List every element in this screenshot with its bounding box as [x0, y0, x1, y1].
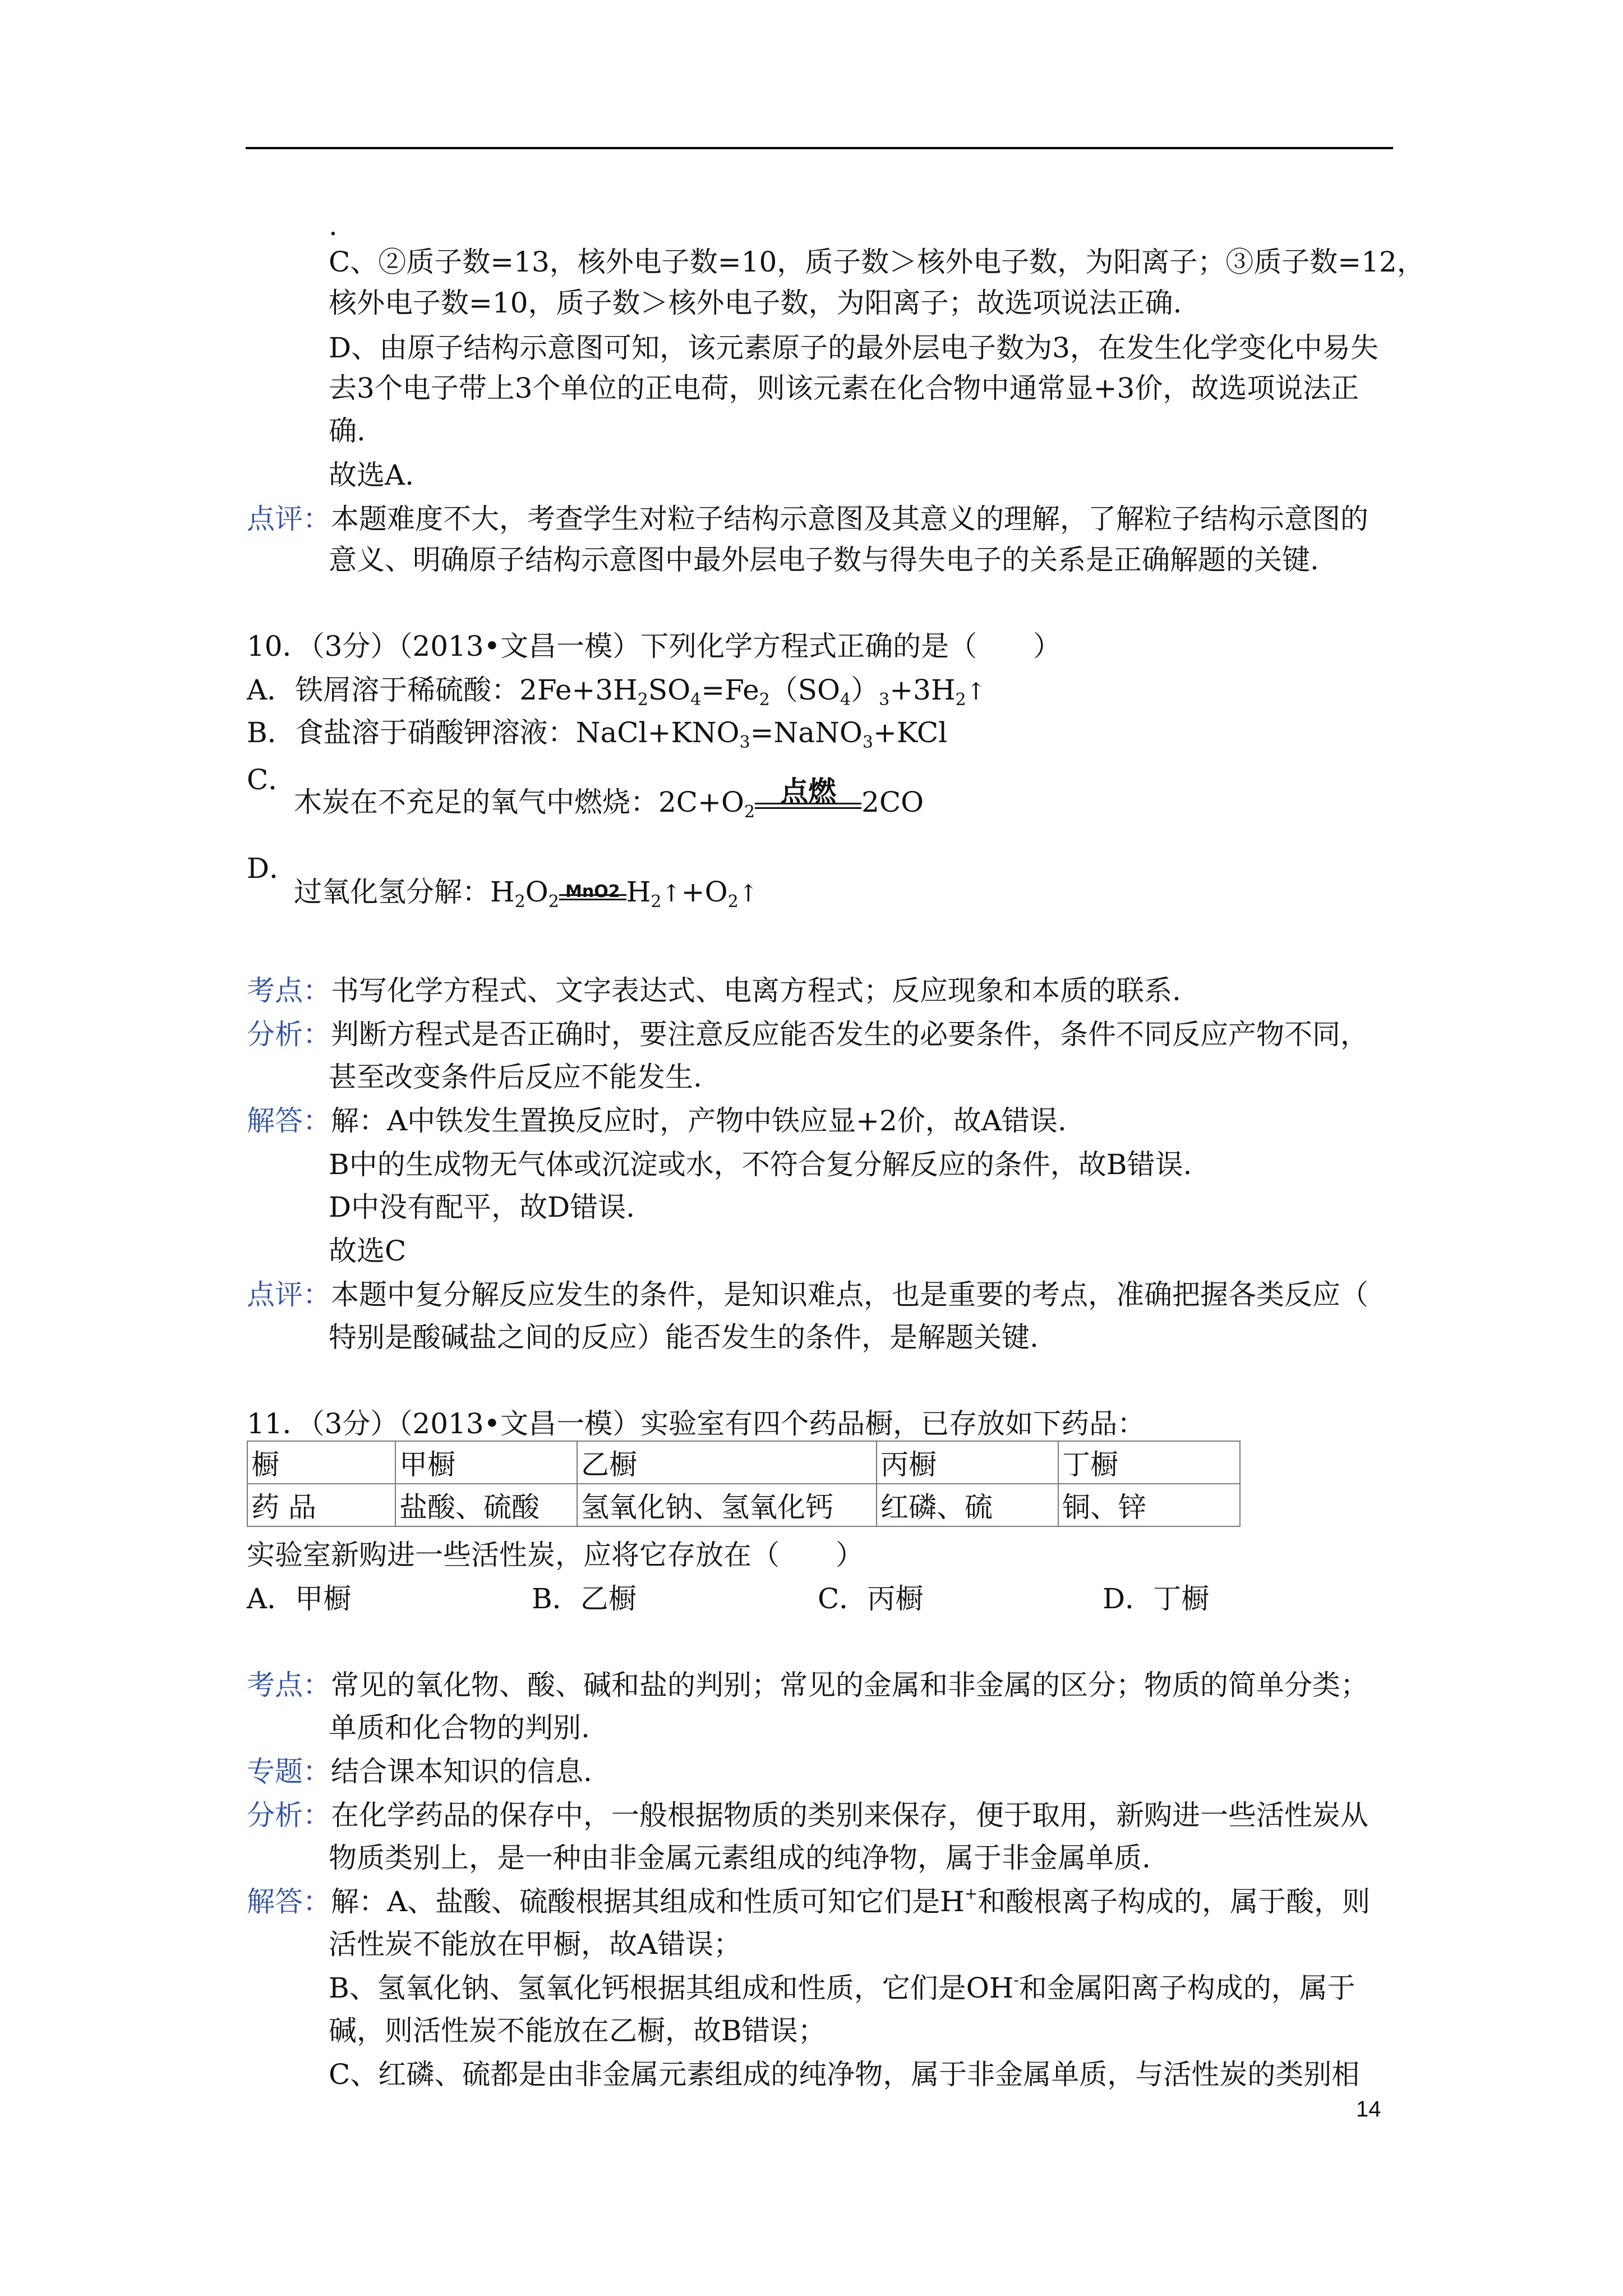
analysis-line: 分析：判断方程式是否正确时，要注意反应能否发生的必要条件，条件不同反应产物不同， [247, 1018, 1368, 1051]
answer-line: 解答：解：A、盐酸、硫酸根据其组成和性质可知它们是H+和酸根离子构成的，属于酸，则 [247, 1884, 1371, 1918]
section-label: 分析： [247, 1018, 331, 1051]
analysis-line: 分析：在化学药品的保存中，一般根据物质的类别来保存，便于取用，新购进一些活性炭从 [247, 1799, 1368, 1832]
option-a: A．铁屑溶于稀硫酸：$2Fe+3H_2SO_4=Fe_2(SO_4)_3+3H_2↑$ [247, 674, 986, 710]
reaction-condition: MnO2 [559, 894, 626, 910]
text-line: D、由原子结构示意图可知，该元素原子的最外层电子数为3，在发生化学变化中易失 [329, 332, 1378, 364]
table-cell: 盐酸、硫酸 [395, 1484, 577, 1526]
section-label: 考点： [247, 974, 331, 1007]
comment-line: 点评：本题难度不大，考查学生对粒子结构示意图及其意义的理解，了解粒子结构示意图的 [247, 503, 1368, 535]
comment-line: 点评：本题中复分解反应发生的条件，是知识难点，也是重要的考点，准确把握各类反应（ [247, 1278, 1368, 1311]
text-line: C、②质子数=13，核外电子数=10，质子数＞核外电子数，为阳离子；③质子数=12， [329, 246, 1425, 278]
option-d: 过氧化氢分解：$H_2O_2$ MnO2 $H_2↑+O_2↑$ [294, 876, 758, 912]
section-label: 专题： [247, 1755, 331, 1788]
section-label: 点评： [247, 503, 331, 535]
text-line: 核外电子数=10，质子数＞核外电子数，为阳离子；故选项说法正确. [329, 287, 1182, 319]
text-line: 去3个电子带上3个单位的正电荷，则该元素在化合物中通常显+3价，故选项说法正 [329, 372, 1359, 404]
header-rule [246, 147, 1393, 149]
text-line: 确. [329, 415, 366, 447]
section-label: 解答： [247, 1105, 331, 1137]
cabinet-table [247, 1441, 1241, 1527]
text-line: 故选A. [329, 459, 414, 491]
text-line: 故选C [329, 1235, 407, 1267]
table-cell: 甲橱 [395, 1441, 577, 1484]
text-line: 物质类别上，是一种由非金属元素组成的纯净物，属于非金属单质. [329, 1842, 1151, 1874]
option-c-letter: C． [247, 763, 297, 796]
table-cell: 铜、锌 [1058, 1484, 1240, 1526]
table-cell: 丙橱 [877, 1441, 1058, 1484]
option-d: D．丁橱 [1103, 1582, 1210, 1615]
up-arrow-icon: ↑ [966, 678, 986, 705]
question-stem: 11．（3分）（2013•文昌一模）实验室有四个药品橱，已存放如下药品： [247, 1407, 1146, 1440]
text-line: 特别是酸碱盐之间的反应）能否发生的条件，是解题关键. [329, 1321, 1039, 1354]
table-cell: 丁橱 [1058, 1441, 1240, 1484]
table-cell: 乙橱 [577, 1441, 877, 1484]
section-label: 考点： [247, 1669, 331, 1701]
text-line: 单质和化合物的判别. [329, 1711, 590, 1744]
option-a: A．甲橱 [247, 1582, 352, 1615]
option-b: B．乙橱 [532, 1582, 637, 1615]
option-b: B．食盐溶于硝酸钾溶液：$NaCl+KNO_3=NaNO_3+KCl$ [247, 716, 948, 752]
table-header-row [247, 1441, 1240, 1484]
page-number: 14 [1356, 2097, 1381, 2122]
text-line: 意义、明确原子结构示意图中最外层电子数与得失电子的关系是正确解题的关键. [329, 544, 1319, 576]
topic-line: 专题：结合课本知识的信息. [247, 1755, 592, 1788]
option-c: C．丙橱 [818, 1582, 924, 1615]
text-line: . [329, 209, 338, 242]
text-line: 活性炭不能放在甲橱，故A错误； [329, 1928, 742, 1961]
table-row [247, 1484, 1240, 1526]
section-label: 分析： [247, 1799, 331, 1832]
question-text: 实验室新购进一些活性炭，应将它存放在（ ） [247, 1539, 864, 1571]
table-cell: 氢氧化钠、氢氧化钙 [577, 1484, 877, 1526]
answer-line: 解答：解：A中铁发生置换反应时，产物中铁应显+2价，故A错误. [247, 1105, 1067, 1137]
question-stem: 10．（3分）（2013•文昌一模）下列化学方程式正确的是（ ） [247, 630, 1062, 662]
up-arrow-icon: ↑ [661, 880, 681, 907]
reaction-condition: 点燃 [755, 803, 861, 819]
section-label: 点评： [247, 1278, 331, 1311]
kaodian-line: 考点：常见的氧化物、酸、碱和盐的判别；常见的金属和非金属的区分；物质的简单分类； [247, 1669, 1368, 1701]
section-label: 解答： [247, 1885, 331, 1918]
kaodian-line: 考点：书写化学方程式、文字表达式、电离方程式；反应现象和本质的联系. [247, 974, 1181, 1007]
text-line: C、红磷、硫都是由非金属元素组成的纯净物，属于非金属单质，与活性炭的类别相 [329, 2058, 1360, 2091]
table-cell: 红磷、硫 [877, 1484, 1058, 1526]
text-line: B中的生成物无气体或沉淀或水，不符合复分解反应的条件，故B错误. [329, 1148, 1192, 1181]
table-cell: 药 品 [247, 1484, 395, 1526]
option-c: 木炭在不充足的氧气中燃烧：$2C+O_2$ 点燃 2CO [294, 775, 924, 822]
text-line: D中没有配平，故D错误. [329, 1191, 635, 1223]
text-line: 碱，则活性炭不能放在乙橱，故B错误； [329, 2014, 826, 2047]
up-arrow-icon: ↑ [738, 880, 758, 907]
option-d-letter: D． [247, 852, 298, 885]
table-cell: 橱 [247, 1441, 395, 1484]
text-line: 甚至改变条件后反应不能发生. [329, 1061, 702, 1093]
text-line: B、氢氧化钠、氢氧化钙根据其组成和性质，它们是OH-和金属阳离子构成的，属于 [329, 1971, 1355, 2004]
